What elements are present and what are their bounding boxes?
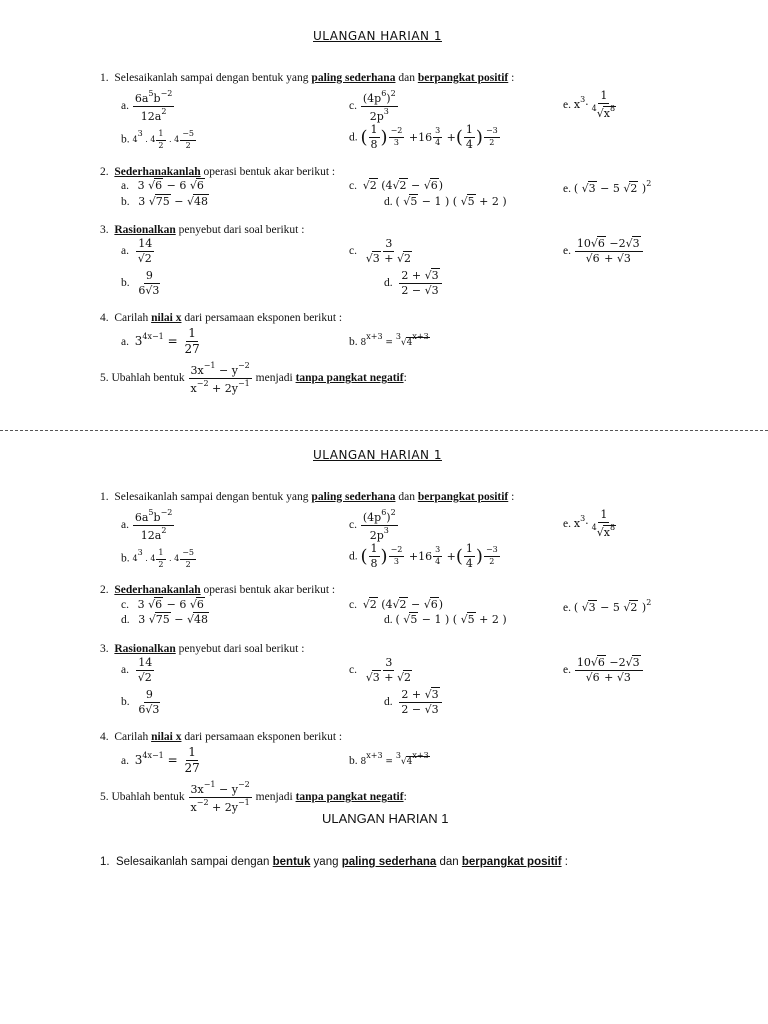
math-expression: $\frac{3}{√3 + √2}$ (365, 656, 411, 685)
q1-item-b: b. 43 . 4 $\frac{1}{2}$ . 4 $\frac{-5}{2}$ (121, 549, 197, 570)
math-expression: 3 √75 − √48 (138, 613, 208, 626)
math-expression: $\frac{10√6 -2√3}{√6 + √3}$ (575, 238, 643, 265)
math-expression: 3 √75 − √48 (138, 195, 208, 208)
q3-item-a: a. $\frac{14}{√2}$ (121, 657, 156, 684)
math-expression: $\frac{3x^{-1} - y^{-2}}{x^{-2} + 2y^{-1}}$ (190, 780, 250, 815)
math-expression: $\frac{6a^5b^{-2}}{12a^2}$ (134, 508, 173, 543)
page-title: ULANGAN HARIAN 1 (322, 811, 449, 826)
question-4: 4. Carilah nilai x dari persamaan eksponen berikut : (100, 312, 343, 324)
math-expression: 8x+3 = 3√4x+3 (360, 751, 429, 767)
math-expression: ( √3 − 5 √2 )$^2$ (573, 598, 652, 614)
q2-item-a: c. 3 √6 − 6 √6 (121, 598, 204, 611)
page-title: ULANGAN HARIAN 1 (313, 448, 442, 462)
math-expression: 43 . 4 $\frac{1}{2}$ . 4 $\frac{-5}{2}$ (132, 129, 195, 150)
question-2: 2. Sederhanakanlah operasi bentuk akar berikut : (100, 166, 336, 178)
q2-item-e: e. ( √3 − 5 √2 )$^2$ (563, 598, 652, 614)
q1-item-a: a. $\frac{6a^5b^{-2}}{12a^2}$ (121, 89, 173, 124)
q3-item-c: c. $\frac{3}{√3 + √2}$ (349, 238, 415, 265)
math-expression: √2 (4√2 − √6) (362, 598, 444, 611)
math-expression: $\frac{14}{√2}$ (137, 656, 153, 685)
q1-item-c: c. $\frac{(4p^6)^2}{2p^3}$ (349, 508, 396, 543)
q3-item-e: e. $\frac{10√6 -2√3}{√6 + √3}$ (563, 657, 644, 684)
q2-item-c: c. √2 (4√2 − √6) (349, 179, 444, 192)
math-expression: ( $\frac{1}{8}$ ) $\frac{-2}{3}$ +16 $\frac{3}{4}$ +( $\frac{1}{4}$ ) $\frac{-3}{2}$ (360, 542, 498, 571)
q2-item-e: e. ( √3 − 5 √2 )$^2$ (563, 179, 652, 195)
q2-item-c: c. √2 (4√2 − √6) (349, 598, 444, 611)
math-expression: 3 √6 − 6 √6 (137, 598, 204, 611)
question-1: 1. Selesaikanlah sampai dengan bentuk yang paling sederhana dan berpangkat positif : (100, 72, 515, 84)
q3-item-a: a. $\frac{14}{√2}$ (121, 238, 156, 265)
math-expression: 43 . 4 $\frac{1}{2}$ . 4 $\frac{-5}{2}$ (132, 548, 195, 569)
math-expression: $\frac{14}{√2}$ (137, 237, 153, 266)
q4-item-b: b. 8x+3 = 3√4x+3 (349, 751, 429, 767)
q3-item-d: d. $\frac{2 + √3}{2 - √3}$ (384, 689, 443, 716)
math-expression: $x^3\cdot$ $\frac{1}{^4√x^8}$ (573, 89, 616, 121)
question-5: 5. Ubahlah bentuk $\frac{3x^{-1} - y^{-2}}{x^{-2} + 2y^{-1}}$ menjadi tanpa pangkat negatif: (100, 361, 407, 396)
q2-item-a: a. 3 √6 − 6 √6 (121, 179, 204, 192)
math-expression: $\frac{(4p^6)^2}{2p^3}$ (362, 508, 396, 543)
q2-item-b: d. 3 √75 − √48 (121, 613, 208, 626)
math-expression: √2 (4√2 − √6) (362, 179, 444, 192)
page-title: ULANGAN HARIAN 1 (313, 29, 442, 43)
q1-item-c: c. $\frac{(4p^6)^2}{2p^3}$ (349, 89, 396, 124)
math-expression: ( √5 − 1 ) ( √5 + 2 ) (395, 613, 507, 626)
math-expression: $x^3\cdot$ $\frac{1}{^4√x^8}$ (573, 508, 616, 540)
q1-item-a: a. $\frac{6a^5b^{-2}}{12a^2}$ (121, 508, 173, 543)
q4-item-b: b. 8x+3 = 3√4x+3 (349, 332, 429, 348)
q3-item-b: b. $\frac{9}{6√3}$ (121, 270, 163, 297)
math-expression: $\frac{9}{6√3}$ (138, 269, 160, 298)
math-expression: $\frac{9}{6√3}$ (138, 688, 160, 717)
q1-item-b: b. 43 . 4 $\frac{1}{2}$ . 4 $\frac{-5}{2}$ (121, 130, 197, 151)
question-4: 4. Carilah nilai x dari persamaan eksponen berikut : (100, 731, 343, 743)
math-expression: ( √3 − 5 √2 )$^2$ (573, 179, 652, 195)
math-expression: $\frac{3x^{-1} - y^{-2}}{x^{-2} + 2y^{-1}}$ (190, 361, 250, 396)
q4-item-a: a. $3^{4x-1}$ = $\frac{1}{27}$ (121, 746, 203, 775)
q1-item-e: e. $x^3\cdot$ $\frac{1}{^4√x^8}$ (563, 509, 619, 539)
question-5: 5. Ubahlah bentuk $\frac{3x^{-1} - y^{-2}}{x^{-2} + 2y^{-1}}$ menjadi tanpa pangkat negatif: (100, 780, 407, 815)
q2-item-d: d. ( √5 − 1 ) ( √5 + 2 ) (384, 613, 507, 626)
q1-item-e: e. $x^3\cdot$ $\frac{1}{^4√x^8}$ (563, 90, 619, 120)
math-expression: $\frac{2 + √3}{2 - √3}$ (399, 689, 441, 716)
math-expression: 3 √6 − 6 √6 (137, 179, 204, 192)
math-expression: $3^{4x-1}$ = $\frac{1}{27}$ (134, 745, 200, 776)
question-1: 1. Selesaikanlah sampai dengan bentuk yang paling sederhana dan berpangkat positif : (100, 856, 568, 868)
question-1: 1. Selesaikanlah sampai dengan bentuk yang paling sederhana dan berpangkat positif : (100, 491, 515, 503)
q3-item-d: d. $\frac{2 + √3}{2 - √3}$ (384, 270, 443, 297)
math-expression: $\frac{3}{√3 + √2}$ (365, 237, 411, 266)
cut-line-divider (0, 430, 768, 431)
q3-item-b: b. $\frac{9}{6√3}$ (121, 689, 163, 716)
q4-item-a: a. $3^{4x-1}$ = $\frac{1}{27}$ (121, 327, 203, 356)
q1-item-d: d. ( $\frac{1}{8}$ ) $\frac{-2}{3}$ +16 $\frac{3}{4}$ +( $\frac{1}{4}$ ) $\frac{-3}{2}$ (349, 124, 501, 151)
math-expression: $\frac{6a^5b^{-2}}{12a^2}$ (134, 89, 173, 124)
question-2: 2. Sederhanakanlah operasi bentuk akar berikut : (100, 584, 336, 596)
q3-item-c: c. $\frac{3}{√3 + √2}$ (349, 657, 415, 684)
question-3: 3. Rasionalkan penyebut dari soal berikut : (100, 643, 305, 655)
q3-item-e: e. $\frac{10√6 -2√3}{√6 + √3}$ (563, 238, 644, 265)
question-3: 3. Rasionalkan penyebut dari soal berikut : (100, 224, 305, 236)
math-expression: $3^{4x-1}$ = $\frac{1}{27}$ (134, 326, 200, 357)
math-expression: 8x+3 = 3√4x+3 (360, 332, 429, 348)
math-expression: ( √5 − 1 ) ( √5 + 2 ) (395, 195, 507, 208)
q2-item-b: b. 3 √75 − √48 (121, 195, 208, 208)
math-expression: ( $\frac{1}{8}$ ) $\frac{-2}{3}$ +16 $\frac{3}{4}$ +( $\frac{1}{4}$ ) $\frac{-3}{2}$ (360, 123, 498, 152)
math-expression: $\frac{(4p^6)^2}{2p^3}$ (362, 89, 396, 124)
q2-item-d: d. ( √5 − 1 ) ( √5 + 2 ) (384, 195, 507, 208)
math-expression: $\frac{10√6 -2√3}{√6 + √3}$ (575, 657, 643, 684)
q1-item-d: d. ( $\frac{1}{8}$ ) $\frac{-2}{3}$ +16 $\frac{3}{4}$ +( $\frac{1}{4}$ ) $\frac{-3}{2}$ (349, 543, 501, 570)
math-expression: $\frac{2 + √3}{2 - √3}$ (399, 270, 441, 297)
